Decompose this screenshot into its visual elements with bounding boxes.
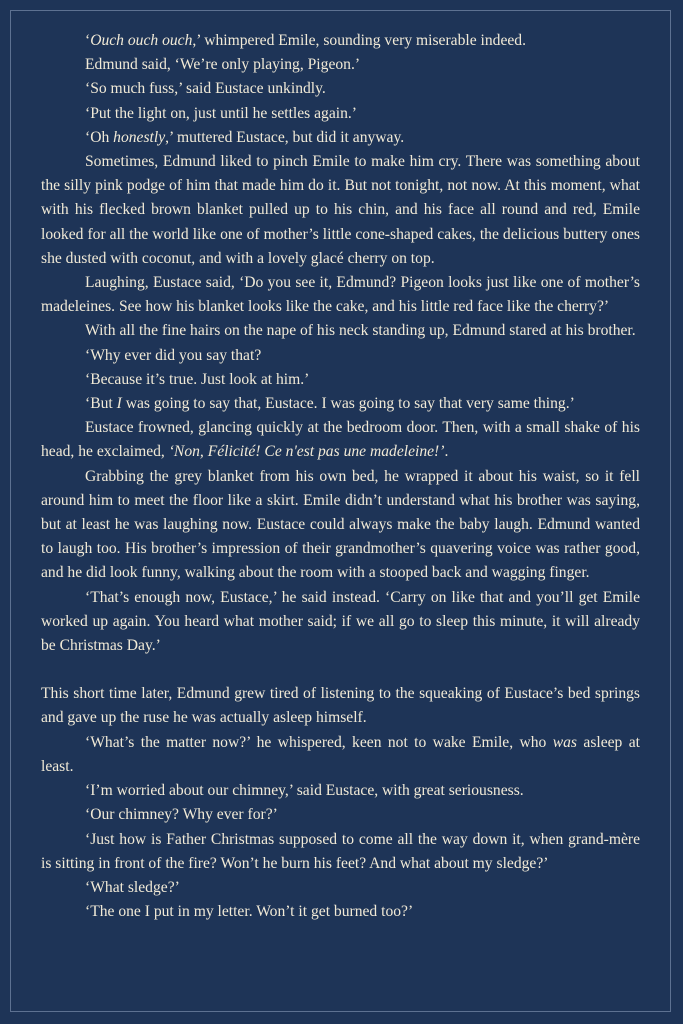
text-run: ‘Put the light on, just until he settles again.’ <box>85 104 357 122</box>
text-run: ‘ <box>85 32 91 49</box>
text-run: ‘Why ever did you say that? <box>85 346 262 364</box>
italic-text: Ouch ouch ouch <box>90 32 193 49</box>
paragraph <box>41 102 640 126</box>
text-run: Laughing, Eustace said, ‘Do you see it, Edmund? Pigeon looks just like one of mother’s madeleines. See how his blanket looks like the cake, and his little red face like the cherry?’ <box>41 274 640 316</box>
paragraph <box>41 586 640 659</box>
text-run: ‘I’m worried about our chimney,’ said Eustace, with great seriousness. <box>85 782 524 800</box>
text-run: ,’ whimpered Emile, sounding very miserable indeed. <box>192 32 526 49</box>
paragraph <box>41 828 640 876</box>
text-run: Sometimes, Edmund liked to pinch Emile to make him cry. There was something about the silly pink podge of him that made him do it. But not tonight, not now. At this moment, what with his flecked brown blanket pulled up to his chin, and his face all round and red, Emile looked for all the world like one of mother’s little cone-shaped cakes, the delicious buttery ones she dusted with coconut, and with a lovely glacé cherry on top. <box>41 153 640 267</box>
italic-text: ‘Non, Félicité! Ce n'est pas une madeleine!’ <box>168 443 445 461</box>
paragraph <box>41 779 640 803</box>
paragraph <box>41 126 640 150</box>
paragraph <box>41 344 640 368</box>
text-run: was going to say that, Eustace. I was going to say that very same thing.’ <box>121 395 575 413</box>
text-run: ‘Oh <box>85 128 114 146</box>
italic-text: I <box>116 395 122 413</box>
paragraph <box>41 271 640 319</box>
text-run: ‘The one I put in my letter. Won’t it get burned too?’ <box>85 903 414 921</box>
text-run: ,’ muttered Eustace, but did it anyway. <box>165 128 405 146</box>
paragraph <box>41 53 640 77</box>
text-run: This short time later, Edmund grew tired of listening to the squeaking of Eustace’s bed springs and gave up the ruse he was actually asleep himself. <box>41 685 640 727</box>
italic-text: was <box>552 733 578 751</box>
paragraph <box>41 876 640 900</box>
text-run: ‘So much fuss,’ said Eustace unkindly. <box>85 80 326 98</box>
paragraph <box>41 900 640 924</box>
italic-text: honestly <box>113 128 166 146</box>
text-run: ‘Just how is Father Christmas supposed to come all the way down it, when grand-mère is sitting in front of the fire? Won’t he burn his feet? And what about my sledge?’ <box>41 830 640 872</box>
paragraph <box>41 682 640 730</box>
paragraph <box>41 392 640 416</box>
text-run: ‘Because it’s true. Just look at him.’ <box>85 370 310 388</box>
paragraph <box>41 803 640 827</box>
text-run: Edmund said, ‘We’re only playing, Pigeon.’ <box>85 56 361 74</box>
text-run: ‘What’s the matter now?’ he whispered, keen not to wake Emile, who <box>85 733 553 751</box>
text-run: ‘What sledge?’ <box>85 878 180 896</box>
text-run: With all the fine hairs on the nape of his neck standing up, Edmund stared at his brother. <box>85 322 636 340</box>
paragraph <box>41 465 640 586</box>
paragraph <box>41 731 640 779</box>
text-run: Eustace frowned, glancing quickly at the bedroom door. Then, with a small shake of his head, he exclaimed, <box>41 419 640 461</box>
story-text <box>41 29 640 924</box>
paragraph <box>41 368 640 392</box>
paragraph <box>41 77 640 101</box>
text-run: asleep at least. <box>41 733 640 775</box>
text-run: ‘Our chimney? Why ever for?’ <box>85 806 278 824</box>
text-run: ‘That’s enough now, Eustace,’ he said instead. ‘Carry on like that and you’ll get Emile worked up again. You heard what mother said; if we all go to sleep this minute, it will already be Christmas Day.’ <box>41 588 640 655</box>
paragraph <box>41 150 640 271</box>
text-run: Grabbing the grey blanket from his own bed, he wrapped it about his waist, so it fell around him to meet the floor like a skirt. Emile didn’t understand what his brother was saying, but at least he was laughing now. Eustace could always make the baby laugh. Edmund wanted to laugh too. His brother’s impression of their grandmother’s quavering voice was rather good, and he did look funny, walking about the room with a stooped back and wagging finger. <box>41 467 640 582</box>
text-run: . <box>444 443 449 461</box>
paragraph <box>41 29 640 53</box>
paragraph <box>41 416 640 464</box>
paragraph <box>41 319 640 343</box>
text-run: ‘But <box>85 395 117 413</box>
